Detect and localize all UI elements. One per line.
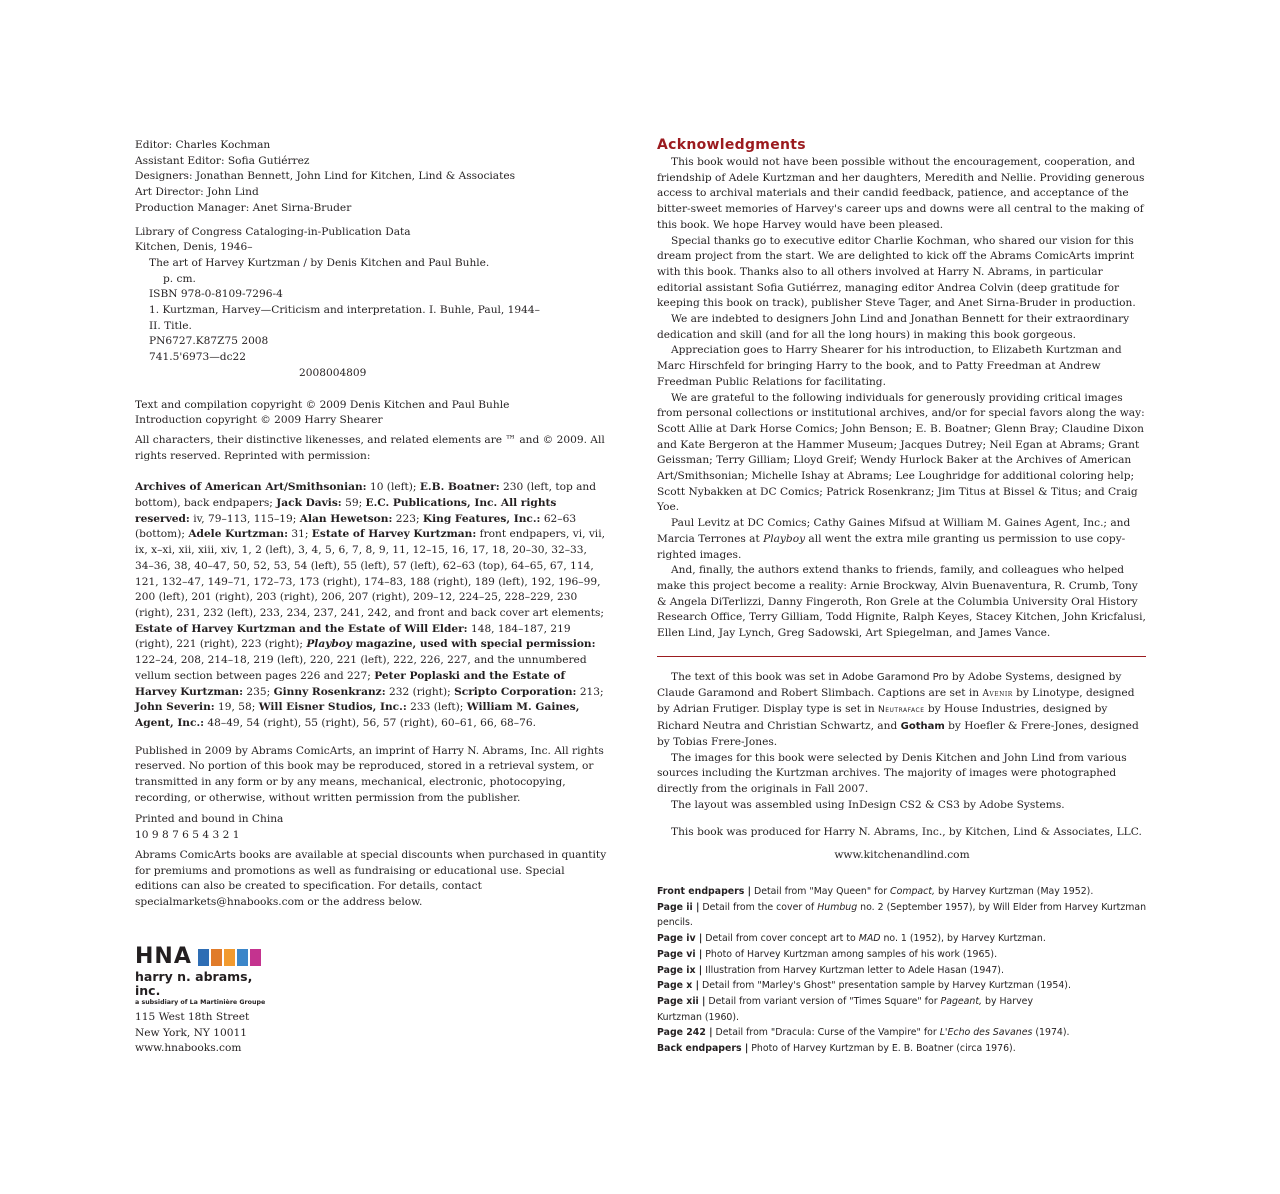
ack-paragraph: This book would not have been possible without the encouragement, cooperation, and friendship of Adele Kurtzman and her daughters, Meredith and Nellie. Providing generous access to archival materials and their candid feedback, patience, and acceptance of the bitter-sweet memories of Harvey's career ups and downs were all central to the making of this book. We hope Harvey would have been pleased. [657, 156, 1145, 231]
logo-hna-text: HNA [135, 944, 192, 969]
cip-line: PN6727.K87Z75 2008 [149, 335, 269, 348]
permissions-list: Archives of American Art/Smithsonian: 10 (left); E.B. Boatner: 230 (left, top and bottom), back endpapers; Jack Davis: 59; E.C. Publications, Inc. All rights reserved: iv, 79–113, 115–19; Alan Hewetson: 223; King Features, Inc.: 62–63 (bottom); Adele Kurtzman: 31; Estate of Harvey Kurtzman: front endpapers, vi, vii, ix, x–xi, xii, xiii, xiv, 1, 2 (left), 3, 4, 5, 6, 7, 8, 9, 11, 12–15, 16, 17, 18, 20–30, 32–33, 34–36, 38, 40–47, 50, 52, 53, 54 (left), 55 (left), 57 (left), 62–63 (top), 64–65, 67, 114, 121, 132–47, 149–71, 172–73, 173 (right), 174–83, 188 (right), 189 (left), 192, 196–99, 200 (left), 201 (right), 203 (right), 206, 207 (right), 209–12, 224–25, 228–229, 230 (right), 231, 232 (left), 233, 234, 237, 241, 242, and front and back cover art elements; Estate of Harvey Kurtzman and the Estate of Will Elder: 148, 184–187, 219 (right), 221 (right), 223 (right); Playboy magazine, used with special permission: 122–24, 208, 214–18, 219 (left), 220, 221 (left), 222, 226, 227, and the unnumbered vellum section between pages 226 and 227; Peter Poplaski and the Estate of Harvey Kurtzman: 235; Ginny Rosenkranz: 232 (right); Scripto Corporation: 213; John Severin: 19, 58; Will Eisner Studios, Inc.: 233 (left); William M. Gaines, Agent, Inc.: 48–49, 54 (right), 55 (right), 56, 57 (right), 60–61, 66, 68–76. [135, 481, 605, 729]
credit-line: Page x | Detail from "Marley's Ghost" presentation sample by Harvey Kurtzman (1954). [657, 980, 1071, 992]
ack-paragraph: Paul Levitz at DC Comics; Cathy Gaines Mifsud at William M. Gaines Agent, Inc.; and Marcia Terrones at Playboy all went the extra mile granting us permission to use copy-righted images. [657, 517, 1131, 561]
ack-paragraph: We are indebted to designers John Lind and Jonathan Bennett for their extraordinary dedication and skill (and for all the long hours) in making this book gorgeous. [657, 313, 1130, 341]
colophon-producer-paragraph: This book was produced for Harry N. Abrams, Inc., by Kitchen, Lind & Associates, LLC. [671, 826, 1142, 839]
colophon-type-paragraph: The text of this book was set in Adobe Garamond Pro by Adobe Systems, designed by Claude Garamond and Robert Slimbach. Captions are set in Avenir by Linotype, designed by Adrian Frutiger. Display type is set in Neutraface by House Industries, designed by Richard Neutra and Christian Schwartz, and Gotham by Hoefler & Frere-Jones, designed by Tobias Frere-Jones. [657, 671, 1139, 748]
staff-line: Editor: Charles Kochman [135, 139, 271, 151]
cip-line: 741.5'6973—dc22 [149, 351, 246, 364]
publisher-address [135, 1010, 249, 1057]
cip-line: Kitchen, Denis, 1946– [135, 241, 253, 254]
website-link[interactable]: www.hnabooks.com [135, 1042, 242, 1055]
acknowledgments-column [657, 136, 1147, 642]
section-divider [657, 656, 1146, 657]
credit-line: Page ii | Detail from the cover of Humbug no. 2 (September 1957), by Will Elder from Harvey Kurtzman pencils. [657, 901, 1147, 929]
credit-line: Page 242 | Detail from "Dracula: Curse of the Vampire" for L'Echo des Savanes (1974). [657, 1027, 1070, 1039]
kitchen-lind-website[interactable]: www.kitchenandlind.com [834, 849, 970, 862]
credit-line: Page xii | Detail from variant version of "Times Square" for Pageant, by Harvey Kurtzman (1960). [657, 995, 1033, 1023]
credit-line: Page iv | Detail from cover concept art to MAD no. 1 (1952), by Harvey Kurtzman. [657, 933, 1046, 945]
credit-line: Front endpapers | Detail from "May Queen" for Compact, by Harvey Kurtzman (May 1952). [657, 886, 1094, 897]
ack-paragraph: Appreciation goes to Harry Shearer for his introduction, to Elizabeth Kurtzman and Marc Hirschfeld for bringing Harry to the book, and to Patty Freedman at Andrew Freedman Public Relations for facilitating. [657, 344, 1122, 388]
staff-line: Art Director: John Lind [135, 186, 259, 199]
credit-line: Back endpapers | Photo of Harvey Kurtzman by E. B. Boatner (circa 1976). [657, 1043, 1016, 1055]
staff-credits [135, 138, 607, 217]
special-sales-notice: Abrams ComicArts books are available at special discounts when purchased in quantity for premiums and promotions as well as fundraising or educational use. Special editions can also be created to specification. For details, contact specialmarkets@hnabooks.com or the address below. [135, 848, 607, 908]
print-run-line: 10 9 8 7 6 5 4 3 2 1 [135, 829, 240, 842]
printing-info [135, 812, 607, 843]
logo-subsidiary-line: a subsidiary of La Martinière Groupe [135, 999, 266, 1006]
logo-publisher-name: harry n. abrams, inc. [135, 969, 253, 998]
acknowledgments-heading: Acknowledgments [657, 137, 806, 153]
ack-paragraph: And, finally, the authors extend thanks to friends, family, and colleagues who helped make this project become a reality: Arnie Brockway, Alvin Buenaventura, R. Crumb, Tony & Angela DiTerlizzi, Danny Fingeroth, Ron Grele at the Columbia University Oral History Research Office, Terry Gilliam, Todd Hignite, Ralph Keyes, Stacey Kitchen, John Kricfalusi, Ellen Lind, Jay Lynch, Greg Sadowski, Art Spiegelman, and James Vance. [657, 564, 1146, 640]
cip-line: The art of Harvey Kurtzman / by Denis Kitchen and Paul Buhle. [149, 256, 490, 269]
publisher-logo [135, 944, 275, 1006]
ack-paragraph: Special thanks go to executive editor Charlie Kochman, who shared our vision for this dream project from the start. We are delighted to kick off the Abrams ComicArts imprint with this book. Thanks also to all others involved at Harry N. Abrams, in particular editorial assistant Sofia Gutiérrez, managing editor Andrea Colvin (deep gratitude for keeping this book on track), publisher Steve Tager, and Anet Sirna-Bruder in production. [657, 234, 1136, 310]
image-credits [657, 884, 1147, 1057]
ack-paragraph: We are grateful to the following individuals for generously providing critical images from personal collections or institutional archives, and/or for special favors along the way: Scott Allie at Dark Horse Comics; John Benson; E. B. Boatner; Glenn Bray; Claudine Dixon and Kate Bergeron at the Hammer Museum; Jacques Dutrey; Neil Egan at Abrams; Grant Geissman; Terry Gilliam; Lloyd Greif; Wendy Hurlock Baker at the Archives of American Art/Smithsonian; Michelle Ishay at Abrams; Lee Loughridge for additional coloring help; Scott Nybakken at DC Comics; Patrick Rosenkranz; Jim Titus at Bissel & Titus; and Craig Yoe. [657, 391, 1145, 514]
colophon-layout-paragraph: The layout was assembled using InDesign CS2 & CS3 by Adobe Systems. [671, 798, 1065, 811]
cip-line: II. Title. [149, 319, 192, 332]
copyright-page-column [135, 138, 607, 911]
address-line: 115 West 18th Street [135, 1011, 250, 1023]
printed-line: Printed and bound in China [135, 813, 284, 826]
staff-line: Designers: Jonathan Bennett, John Lind for Kitchen, Lind & Associates [135, 170, 516, 183]
cip-line: ISBN 978-0-8109-7296-4 [149, 288, 283, 301]
cip-line: p. cm. [163, 272, 196, 285]
staff-line: Production Manager: Anet Sirna-Bruder [135, 201, 352, 214]
address-line: New York, NY 10011 [135, 1026, 247, 1039]
publication-notice: Published in 2009 by Abrams ComicArts, an imprint of Harry N. Abrams, Inc. All rights reserved. No portion of this book may be reproduced, stored in a retrieval system, or transmitted in any form or by any means, mechanical, electronic, photocopying, recording, or otherwise, without written permission from the publisher. [135, 744, 604, 804]
colophon [657, 670, 1147, 864]
cip-control-number: 2008004809 [299, 366, 367, 379]
cip-line: 1. Kurtzman, Harvey—Criticism and interpretation. I. Buhle, Paul, 1944– [149, 304, 540, 317]
colophon-images-paragraph: The images for this book were selected by Denis Kitchen and John Lind from various sources including the Kurtzman archives. The majority of images were photographed directly from the originals in Fall 2007. [657, 751, 1127, 795]
copyright-notice [135, 398, 607, 429]
logo-color-bars-icon [198, 949, 263, 970]
staff-line: Assistant Editor: Sofia Gutiérrez [135, 154, 310, 167]
copyright-line: Text and compilation copyright © 2009 Denis Kitchen and Paul Buhle [135, 398, 510, 411]
credit-line: Page vi | Photo of Harvey Kurtzman among samples of his work (1965). [657, 948, 998, 960]
copyright-line: Introduction copyright © 2009 Harry Shearer [135, 414, 383, 427]
cip-data [135, 225, 607, 382]
credit-line: Page ix | Illustration from Harvey Kurtzman letter to Adele Hasan (1947). [657, 964, 1004, 976]
rights-notice: All characters, their distinctive likenesses, and related elements are ™ and © 2009. All rights reserved. Reprinted with permission: [135, 433, 605, 462]
cip-line: Library of Congress Cataloging-in-Publication Data [135, 225, 411, 238]
